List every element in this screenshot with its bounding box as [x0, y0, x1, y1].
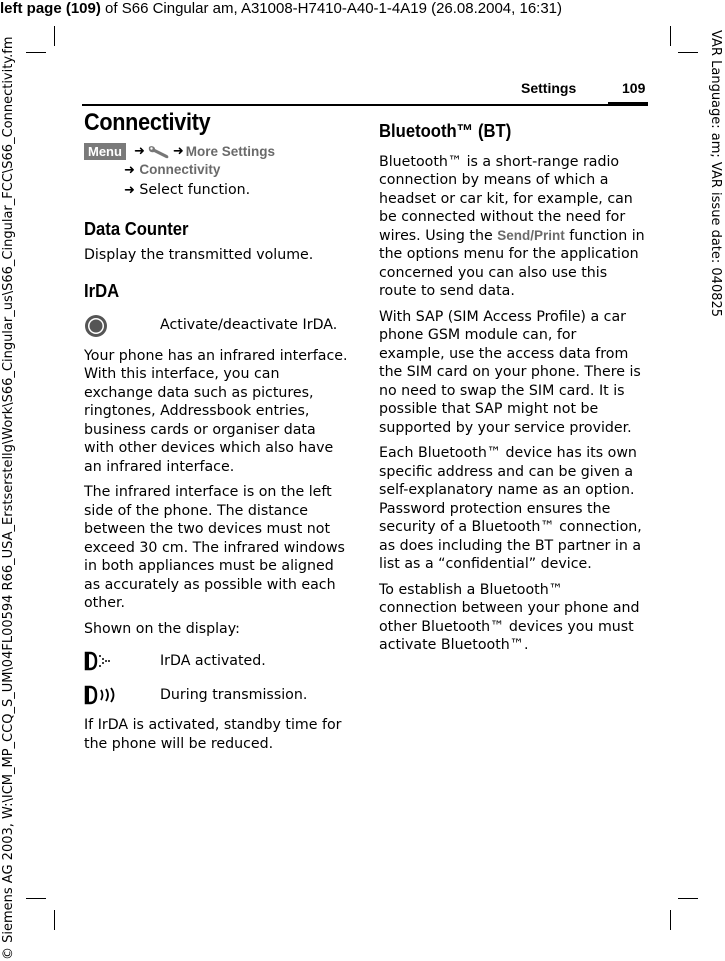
left-column — [84, 109, 350, 760]
print-info-details: of S66 Cingular am, A31008-H7410-A40-1-4A19 (26.08.2004, 16:31) — [100, 0, 563, 17]
crop-mark — [678, 898, 698, 899]
running-header-section: Settings — [521, 80, 577, 96]
print-info-page: left page (109) — [0, 0, 101, 17]
standby-note: If IrDA is activated, standby time for the phone will be reduced. — [84, 717, 342, 752]
arrow-icon: ➜ — [124, 182, 135, 198]
language-info-text: VAR Language: am; VAR issue date: 040825 — [708, 30, 723, 318]
crop-mark — [54, 26, 55, 46]
crop-mark — [670, 26, 671, 46]
irda-activated-text: IrDA activated. — [160, 652, 266, 669]
irda-description: Your phone has an infrared interface. With this interface, you can exchange data such as pictures, ringtones, Addressbook entries, business cards or organiser data with other devices which also have an infrared interface. — [84, 347, 348, 475]
select-function-text: Select function. — [139, 181, 251, 198]
address-paragraph: Each Bluetooth™ device has its own specific address and can be given a self-explanatory name as an option. Password protection ensures the security of a Bluetooth™ connection, as does including the BT partner in a list as a “confidential” device. — [379, 445, 642, 572]
menu-path — [84, 143, 350, 201]
page-title: Connectivity — [84, 109, 211, 136]
irda-transmission-icon — [84, 685, 160, 705]
connectivity-label: Connectivity — [139, 162, 221, 177]
irda-transmission-row — [84, 682, 350, 708]
crop-mark — [26, 898, 46, 899]
wrench-icon — [147, 144, 171, 160]
sap-paragraph: With SAP (SIM Access Profile) a car phone GSM module can, for example, use the access data from the SIM card on your phone. There is no need to swap the SIM card. It is possible that SAP might not be supported by your service provider. — [379, 308, 641, 436]
arrow-icon: ➜ — [172, 143, 184, 159]
arrow-icon: ➜ — [124, 163, 135, 178]
irda-toggle-row — [84, 313, 350, 339]
bluetooth-intro-b: function in the options menu for the application concerned you can also use this route to send data. — [379, 227, 645, 299]
copyright-path — [0, 36, 18, 960]
irda-activated-row — [84, 648, 350, 674]
print-info-line — [0, 0, 562, 18]
page-number-rule — [608, 102, 648, 106]
irda-activated-icon — [84, 651, 160, 671]
irda-transmission-text: During transmission. — [160, 686, 308, 703]
joystick-icon — [84, 314, 160, 338]
data-counter-heading: Data Counter — [84, 218, 189, 239]
language-info — [706, 30, 724, 340]
crop-mark — [26, 52, 46, 53]
irda-heading: IrDA — [84, 280, 120, 301]
header-rule — [82, 104, 648, 106]
page-number: 109 — [622, 80, 646, 96]
activation-paragraph: To establish a Bluetooth™ connection between your phone and other Bluetooth™ devices you must activate Bluetooth™. — [379, 581, 640, 653]
irda-alignment: The infrared interface is on the left side of the phone. The distance between the two devices must not exceed 30 cm. The infrared windows in both appliances must be aligned as accurately as possible with each other. — [84, 484, 345, 611]
display-symbols-intro: Shown on the display: — [84, 620, 240, 637]
crop-mark — [678, 52, 698, 53]
crop-mark — [54, 910, 55, 930]
bluetooth-intro — [379, 153, 645, 301]
crop-mark — [670, 910, 671, 930]
arrow-icon: ➜ — [133, 143, 145, 159]
right-column — [379, 122, 645, 662]
bluetooth-intro-a: Bluetooth™ is a short-range radio connection by means of which a headset or car kit, for example, can be connected without the need for wires. Using the — [379, 153, 633, 244]
copyright-path-text: © Siemens AG 2003, W:\ICM_MP_CCQ_S_UM\04FL00594 R66_USA_Erstserstellg\Work\S66_Cingular_us\S66_Cingular_FCC\S66_Connectivity.fm — [1, 36, 16, 960]
send-print-label: Send/Print — [497, 227, 565, 243]
more-settings-label: More Settings — [185, 143, 276, 159]
menu-key: Menu — [84, 143, 126, 160]
bluetooth-heading: Bluetooth™ (BT) — [379, 120, 512, 141]
data-counter-text: Display the transmitted volume. — [84, 246, 314, 263]
irda-toggle-text: Activate/deactivate IrDA. — [160, 317, 338, 334]
